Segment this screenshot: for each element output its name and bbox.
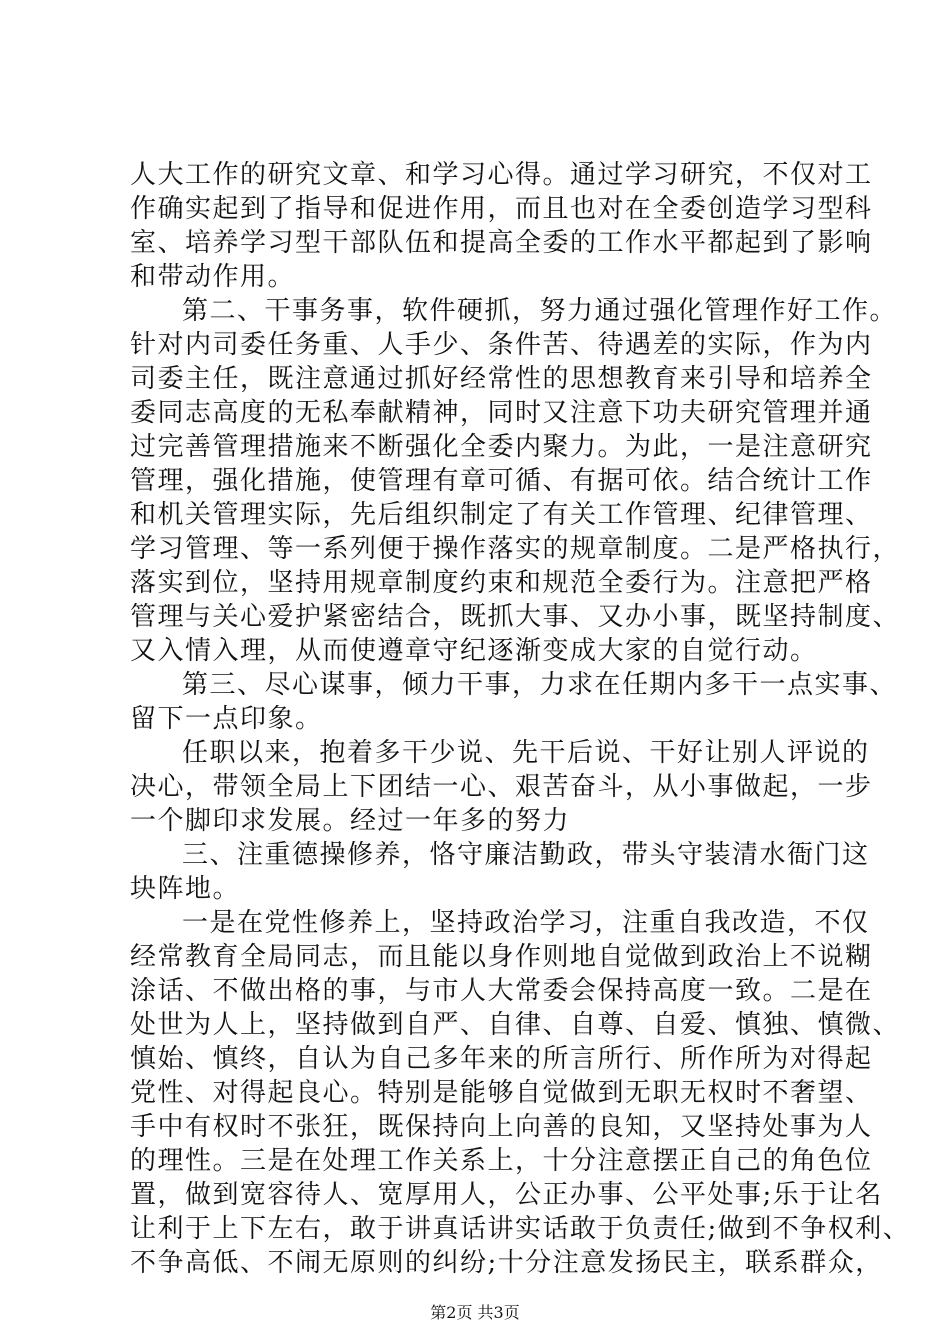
text-line: 管理，强化措施，使管理有章可循、有据可依。结合统计工作	[130, 466, 873, 496]
text-line: 落实到位，坚持用规章制度约束和规范全委行为。注意把严格	[130, 568, 873, 598]
text-line: 任职以来，抱着多干少说、先干后说、干好让别人评说的	[182, 738, 870, 768]
page-number-footer: 第2页 共3页	[430, 1303, 520, 1322]
text-line: 不争高低、不闹无原则的纠纷;十分注意发扬民主，联系群众，	[130, 1248, 883, 1278]
text-line: 经常教育全局同志，而且能以身作则地自觉做到政治上不说糊	[130, 942, 873, 972]
text-line: 一个脚印求发展。经过一年多的努力	[130, 806, 571, 836]
text-line: 司委主任，既注意通过抓好经常性的思想教育来引导和培养全	[130, 364, 873, 394]
text-line: 党性、对得起良心。特别是能够自觉做到无职无权时不奢望、	[130, 1078, 873, 1108]
text-line: 慎始、慎终，自认为自己多年来的所言所行、所作所为对得起	[130, 1044, 873, 1074]
text-line: 第三、尽心谋事，倾力干事，力求在任期内多干一点实事、	[182, 670, 898, 700]
text-line: 一是在党性修养上，坚持政治学习，注重自我改造，不仅	[182, 908, 870, 938]
text-line: 又入情入理，从而使遵章守纪逐渐变成大家的自觉行动。	[130, 636, 818, 666]
text-line: 委同志高度的无私奉献精神，同时又注意下功夫研究管理并通	[130, 398, 873, 428]
text-line: 和带动作用。	[130, 262, 296, 292]
text-line: 学习管理、等一系列便于操作落实的规章制度。二是严格执行，	[130, 534, 901, 564]
text-line: 留下一点印象。	[130, 704, 323, 734]
text-line: 的理性。三是在处理工作关系上，十分注意摆正自己的角色位	[130, 1146, 873, 1176]
text-line: 涂话、不做出格的事，与市人大常委会保持高度一致。二是在	[130, 976, 873, 1006]
text-line: 决心，带领全局上下团结一心、艰苦奋斗，从小事做起，一步	[130, 772, 873, 802]
text-line: 置，做到宽容待人、宽厚用人，公正办事、公平处事;乐于让名	[130, 1180, 883, 1210]
text-line: 作确实起到了指导和促进作用，而且也对在全委创造学习型科	[130, 194, 873, 224]
text-line: 过完善管理措施来不断强化全委内聚力。为此，一是注意研究	[130, 432, 873, 462]
text-line: 手中有权时不张狂，既保持向上向善的良知，又坚持处事为人	[130, 1112, 873, 1142]
text-line: 让利于上下左右，敢于讲真话讲实话敢于负责任;做到不争权利、	[130, 1214, 911, 1244]
text-line: 管理与关心爱护紧密结合，既抓大事、又办小事，既坚持制度、	[130, 602, 901, 632]
text-line: 针对内司委任务重、人手少、条件苦、待遇差的实际，作为内	[130, 330, 873, 360]
text-line: 处世为人上，坚持做到自严、自律、自尊、自爱、慎独、慎微、	[130, 1010, 901, 1040]
text-line: 人大工作的研究文章、和学习心得。通过学习研究，不仅对工	[130, 160, 873, 190]
text-line: 第二、干事务事，软件硬抓，努力通过强化管理作好工作。	[182, 296, 898, 326]
text-line: 和机关管理实际，先后组织制定了有关工作管理、纪律管理、	[130, 500, 873, 530]
text-line: 三、注重德操修养，恪守廉洁勤政，带头守装清水衙门这	[182, 840, 870, 870]
text-line: 室、培养学习型干部队伍和提高全委的工作水平都起到了影响	[130, 228, 873, 258]
text-line: 块阵地。	[130, 874, 241, 904]
